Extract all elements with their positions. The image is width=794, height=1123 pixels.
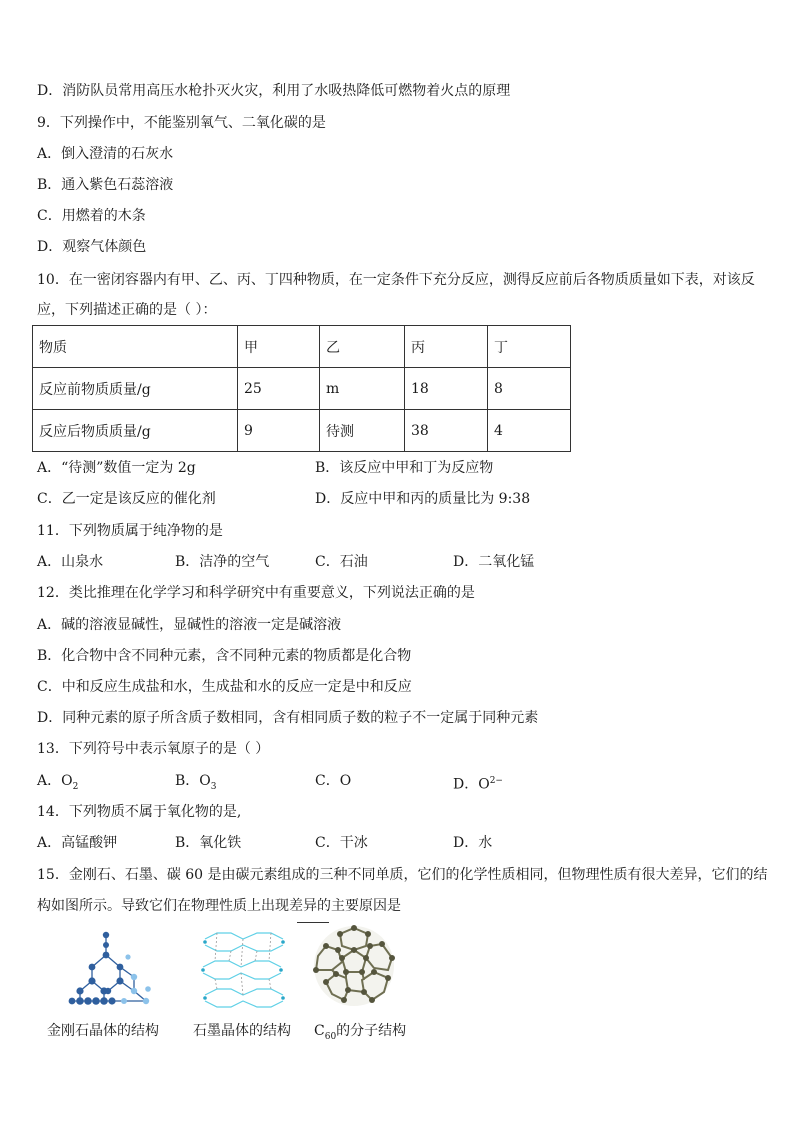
q13-option-d-text: D．O [453, 776, 490, 793]
q13-stem: 13．下列符号中表示氧原子的是（ ） [37, 741, 270, 757]
diamond-caption: 金刚石晶体的结构 [47, 1023, 159, 1039]
c60-caption-suffix: 的分子结构 [336, 1023, 407, 1039]
table-header-cell: 乙 [320, 326, 405, 368]
q12-option-d: D．同种元素的原子所含质子数相同，含有相同质子数的粒子不一定属于同种元素 [37, 710, 539, 726]
q11-option-a: A．山泉水 [37, 554, 104, 570]
table-header-cell: 丁 [488, 326, 571, 368]
q10-option-d: D．反应中甲和丙的质量比为 9:38 [315, 491, 531, 507]
q15-stem-line1: 15．金刚石、石墨、碳 60 是由碳元素组成的三种不同单质，它们的化学性质相同，但物理性质有很大差异，它们的结 [37, 867, 768, 883]
table-cell: 反应前物质质量/g [33, 368, 238, 410]
table-header-cell: 丙 [405, 326, 488, 368]
table-row [33, 368, 571, 410]
q15-stem-line2: 构如图所示。导致它们在物理性质上出现差异的主要原因是 [37, 898, 401, 914]
q9-option-a: A．倒入澄清的石灰水 [37, 146, 174, 162]
table-header-cell: 物质 [33, 326, 238, 368]
q11-stem: 11．下列物质属于纯净物的是 [37, 523, 223, 539]
q11-option-d: D．二氧化锰 [453, 554, 535, 570]
q12-option-a: A．碱的溶液显碱性，显碱性的溶液一定是碱溶液 [37, 617, 342, 633]
q13-option-b-subscript: 3 [210, 781, 217, 792]
q9-option-d: D．观察气体颜色 [37, 239, 147, 255]
table-cell: 38 [405, 410, 488, 452]
table-row [33, 410, 571, 452]
q10-option-a: A．“待测”数值一定为 2g [37, 460, 196, 476]
table-cell: 反应后物质质量/g [33, 410, 238, 452]
q10-mass-table [32, 325, 571, 452]
q11-option-b: B．洁净的空气 [175, 554, 270, 570]
q10-stem-line2: 应，下列描述正确的是（ ）： [37, 302, 217, 318]
q14-option-c: C．干冰 [315, 835, 368, 851]
q12-option-b: B．化合物中含不同种元素，含不同种元素的物质都是化合物 [37, 648, 412, 664]
q12-option-c: C．中和反应生成盐和水，生成盐和水的反应一定是中和反应 [37, 679, 412, 695]
q13-option-d-superscript: 2− [489, 776, 503, 786]
graphite-structure-image [195, 925, 295, 1010]
diamond-structure-image [58, 925, 158, 1010]
q10-option-c: C．乙一定是该反应的催化剂 [37, 491, 216, 507]
q13-option-a-text: A．O [37, 773, 73, 789]
c60-caption [314, 1022, 406, 1046]
q13-option-d [453, 772, 503, 794]
q14-stem: 14．下列物质不属于氧化物的是, [37, 804, 242, 820]
table-cell: 待测 [320, 410, 405, 452]
table-cell: 4 [488, 410, 571, 452]
q8-option-d: D．消防队员常用高压水枪扑灭火灾，利用了水吸热降低可燃物着火点的原理 [37, 83, 511, 99]
q10-stem-line1: 10．在一密闭容器内有甲、乙、丙、丁四种物质，在一定条件下充分反应，测得反应前后各物质质量如下表，对该反 [37, 272, 755, 288]
table-cell: m [320, 368, 405, 410]
c60-caption-subscript: 60 [324, 1031, 337, 1042]
q13-option-b [175, 772, 217, 796]
q13-option-a [37, 772, 78, 796]
table-cell: 8 [488, 368, 571, 410]
c60-caption-prefix: C [314, 1023, 325, 1039]
q14-option-a: A．高锰酸钾 [37, 835, 118, 851]
graphite-caption: 石墨晶体的结构 [193, 1023, 291, 1039]
q12-stem: 12．类比推理在化学学习和科学研究中有重要意义，下列说法正确的是 [37, 585, 475, 601]
q9-option-c: C．用燃着的木条 [37, 208, 146, 224]
c60-molecule-image [308, 920, 400, 1012]
q9-stem: 9．下列操作中，不能鉴别氧气、二氧化碳的是 [37, 115, 326, 131]
table-header-cell: 甲 [238, 326, 320, 368]
table-cell: 25 [238, 368, 320, 410]
q14-option-b: B．氧化铁 [175, 835, 242, 851]
q13-option-a-subscript: 2 [72, 781, 79, 792]
q11-option-c: C．石油 [315, 554, 368, 570]
table-cell: 18 [405, 368, 488, 410]
q13-option-b-text: B．O [175, 773, 211, 789]
table-header-row [33, 326, 571, 368]
q10-option-b: B．该反应中甲和丁为反应物 [315, 460, 494, 476]
table-cell: 9 [238, 410, 320, 452]
q9-option-b: B．通入紫色石蕊溶液 [37, 177, 174, 193]
q14-option-d: D．水 [453, 835, 493, 851]
q13-option-c: C．O [315, 773, 352, 789]
